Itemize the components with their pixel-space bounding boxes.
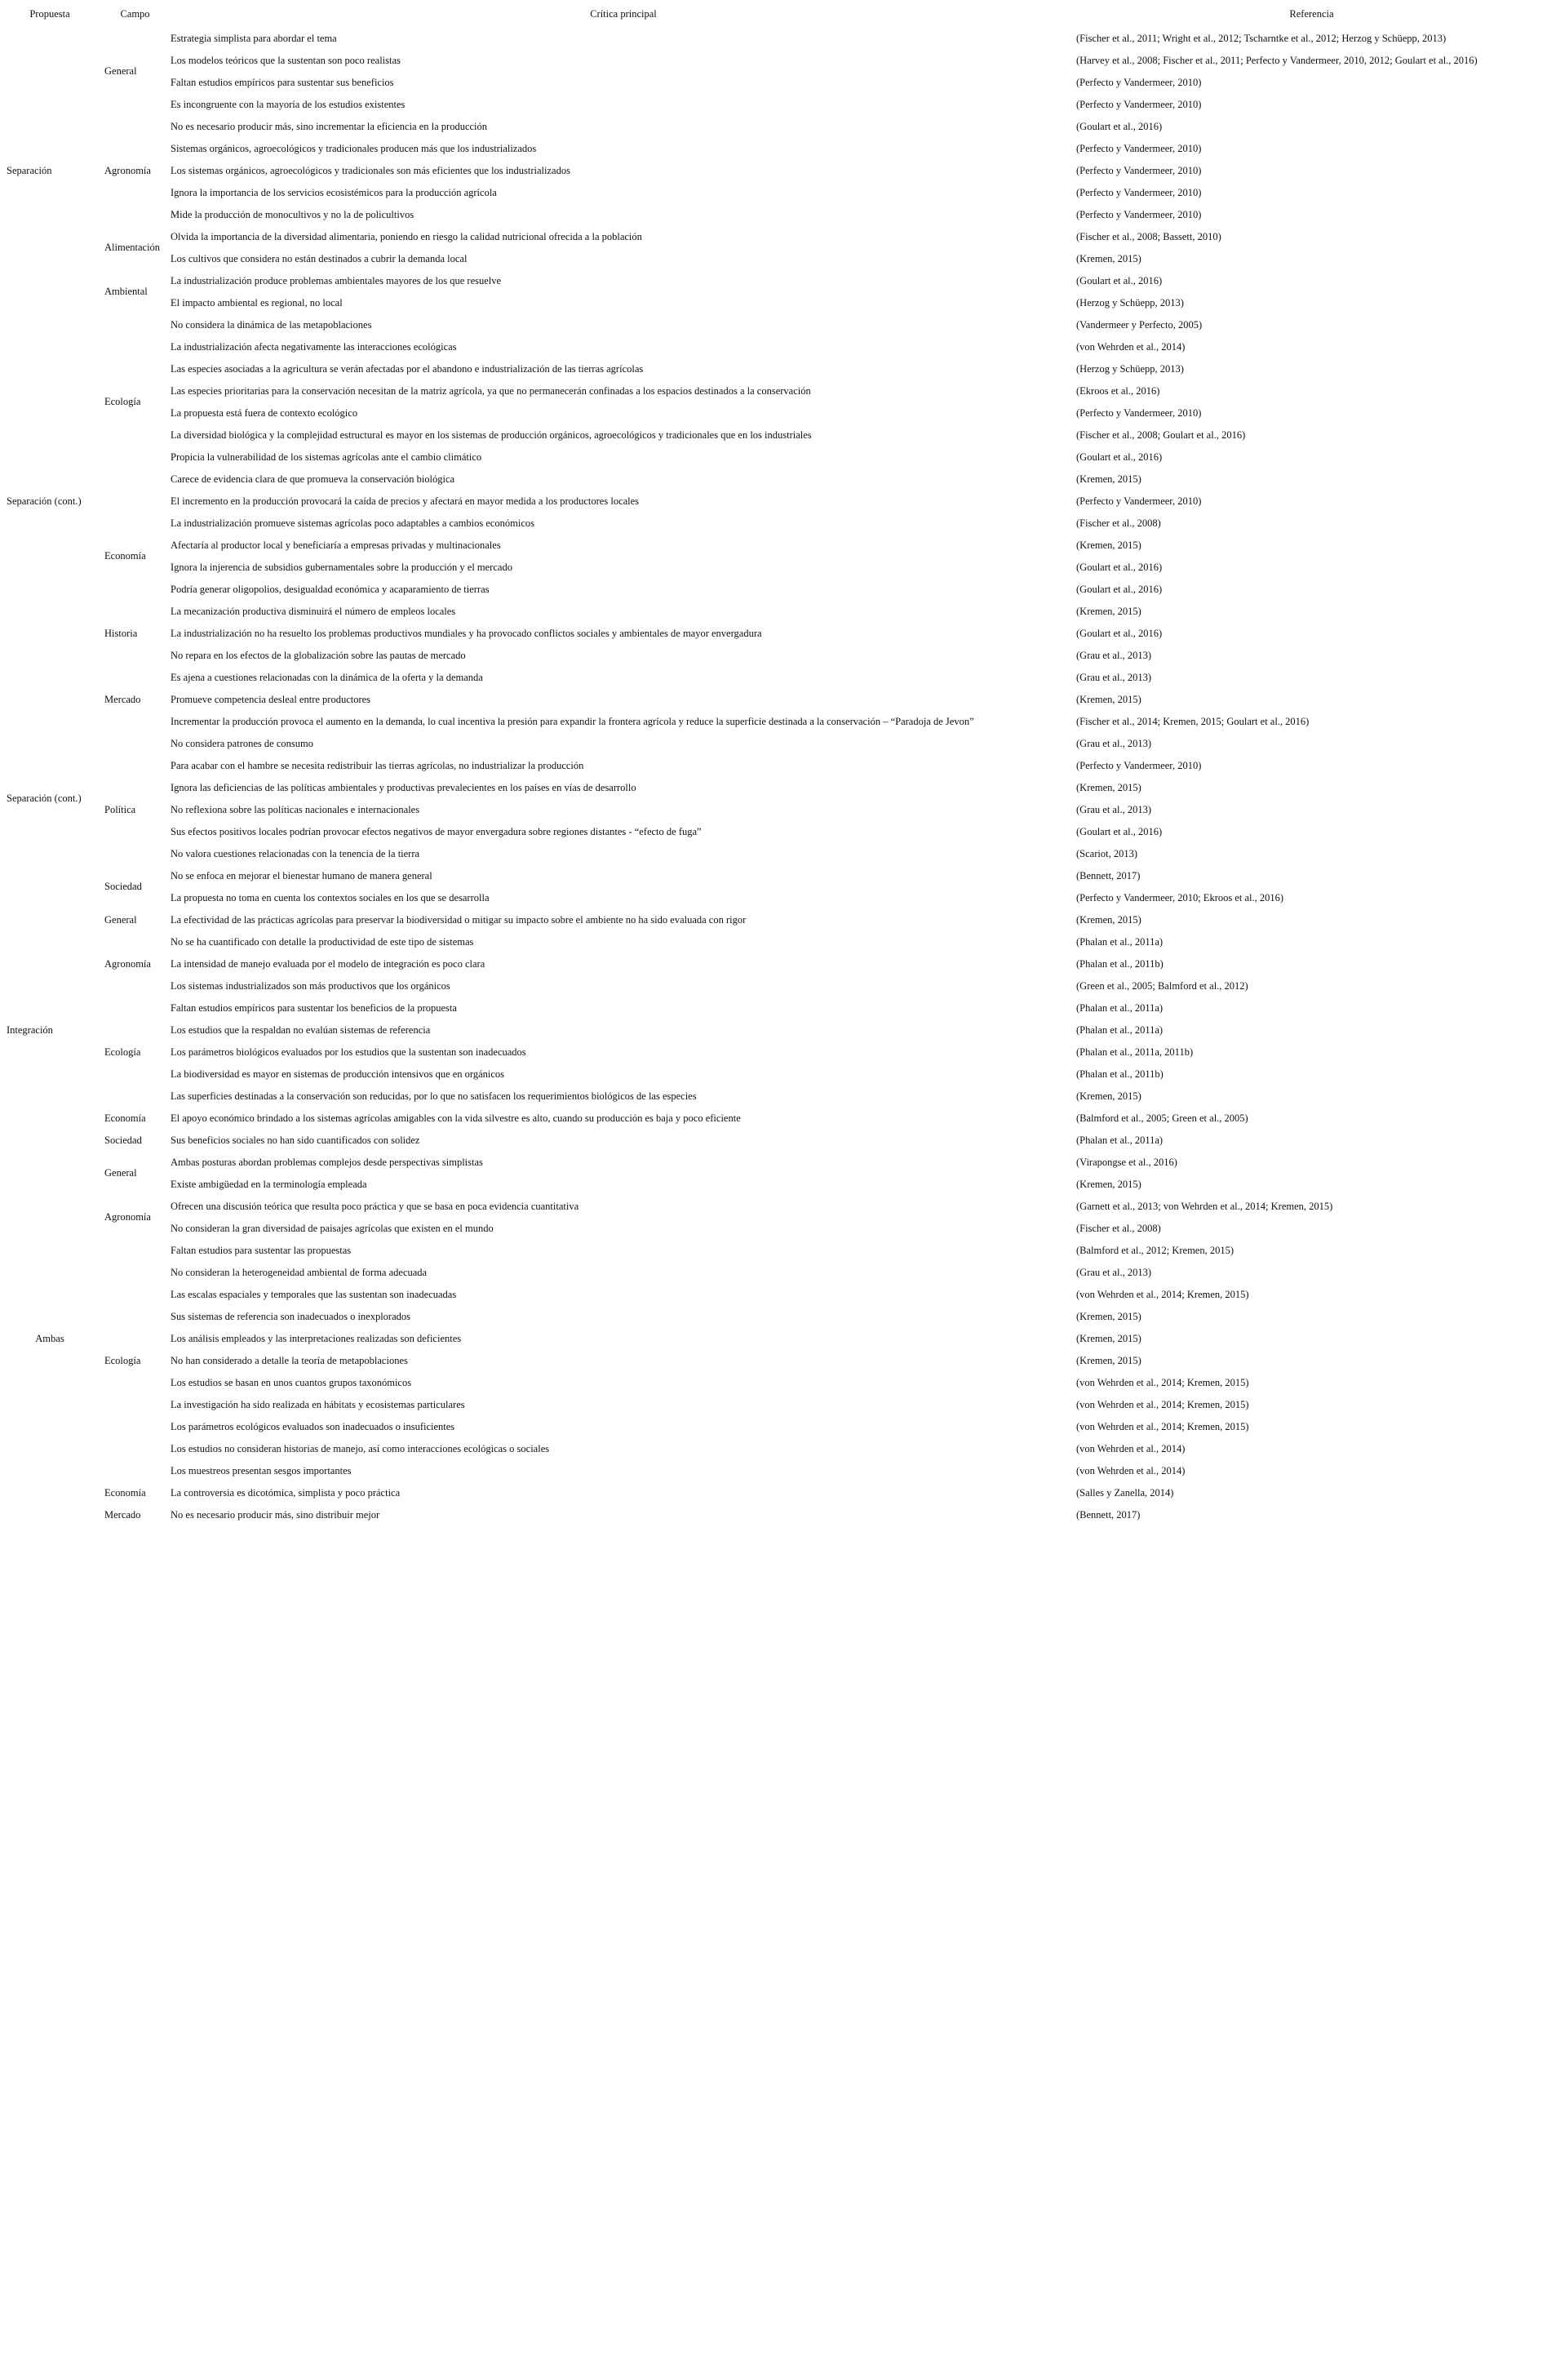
critica-cell: Los estudios que la respaldan no evalúan sistemas de referencia [171, 1023, 431, 1036]
table-row [0, 71, 1547, 93]
referencia-cell: (Phalan et al., 2011a) [1076, 1134, 1164, 1146]
critica-cell: Los sistemas industrializados son más productivos que los orgánicos [171, 979, 450, 992]
referencia-cell: (Kremen, 2015) [1076, 1332, 1141, 1344]
referencia-cell: (Perfecto y Vandermeer, 2010) [1076, 142, 1202, 154]
table-row [0, 975, 1547, 997]
critica-cell: La intensidad de manejo evaluada por el modelo de integración es poco clara [171, 957, 485, 970]
critica-cell: Estrategia simplista para abordar el tema [171, 32, 337, 44]
critica-cell: Ambas posturas abordan problemas complejos desde perspectivas simplistas [171, 1156, 483, 1168]
referencia-cell: (Grau et al., 2013) [1076, 737, 1151, 749]
critica-cell: La investigación ha sido realizada en hábitats y ecosistemas particulares [171, 1398, 465, 1410]
critica-cell: La biodiversidad es mayor en sistemas de producción intensivos que en orgánicos [171, 1068, 505, 1080]
referencia-cell: (Perfecto y Vandermeer, 2010) [1076, 759, 1202, 771]
referencia-cell: (Perfecto y Vandermeer, 2010) [1076, 186, 1202, 198]
critica-cell: La diversidad biológica y la complejidad estructural es mayor en los sistemas de producción orgánicos, agroecológicos y tradicionales que en los industriales [171, 428, 812, 441]
referencia-cell: (Ekroos et al., 2016) [1076, 384, 1160, 397]
table-row [0, 115, 1547, 137]
table-row [0, 1261, 1547, 1283]
table-row [0, 556, 1547, 578]
referencia-cell: (Salles y Zanella, 2014) [1076, 1486, 1174, 1499]
header-campo: Campo [120, 7, 150, 20]
critica-cell: La propuesta está fuera de contexto ecológico [171, 406, 358, 419]
table-row [0, 225, 1547, 247]
table-row [0, 754, 1547, 776]
critica-cell: No se ha cuantificado con detalle la productividad de este tipo de sistemas [171, 935, 474, 948]
table-row [0, 842, 1547, 864]
critica-cell: No consideran la gran diversidad de paisajes agrícolas que existen en el mundo [171, 1222, 494, 1234]
header-critica: Crítica principal [590, 7, 657, 20]
table-row [0, 1107, 1547, 1129]
referencia-cell: (Goulart et al., 2016) [1076, 274, 1163, 286]
referencia-cell: (Kremen, 2015) [1076, 781, 1141, 793]
table-row [0, 908, 1547, 930]
table-row [0, 1283, 1547, 1305]
table-row [0, 269, 1547, 291]
table-row [0, 820, 1547, 842]
critica-cell: La industrialización no ha resuelto los problemas productivos mundiales y ha provocado conflictos sociales y ambientales de mayor envergadura [171, 627, 762, 639]
referencia-cell: (Phalan et al., 2011a) [1076, 1001, 1164, 1014]
referencia-cell: (von Wehrden et al., 2014; Kremen, 2015) [1076, 1420, 1249, 1432]
table-row [0, 512, 1547, 534]
referencia-cell: (Perfecto y Vandermeer, 2010; Ekroos et al., 2016) [1076, 891, 1284, 904]
campo-cell: Ambiental [104, 286, 148, 297]
table-row [0, 600, 1547, 622]
critica-cell: Es incongruente con la mayoría de los estudios existentes [171, 98, 406, 110]
table-row [0, 1239, 1547, 1261]
referencia-cell: (Kremen, 2015) [1076, 605, 1141, 617]
referencia-cell: (Kremen, 2015) [1076, 693, 1141, 705]
referencia-cell: (Balmford et al., 2005; Green et al., 2005) [1076, 1112, 1248, 1124]
table-row [0, 1195, 1547, 1217]
referencia-cell: (Kremen, 2015) [1076, 252, 1141, 264]
referencia-cell: (Virapongse et al., 2016) [1076, 1156, 1177, 1168]
referencia-cell: (Fischer et al., 2011; Wright et al., 2012; Tscharntke et al., 2012; Herzog y Schüepp, 2013) [1076, 32, 1447, 44]
table-row [0, 468, 1547, 490]
referencia-cell: (von Wehrden et al., 2014) [1076, 340, 1186, 353]
critica-cell: El incremento en la producción provocará la caída de precios y afectará en mayor medida a los productores locales [171, 495, 640, 507]
referencia-cell: (Phalan et al., 2011a) [1076, 1023, 1164, 1036]
referencia-cell: (Fischer et al., 2014; Kremen, 2015; Goulart et al., 2016) [1076, 715, 1310, 727]
referencia-cell: (Harvey et al., 2008; Fischer et al., 2011; Perfecto y Vandermeer, 2010, 2012; Goulart et al., 2016) [1076, 54, 1478, 66]
referencia-cell: (Green et al., 2005; Balmford et al., 2012) [1076, 979, 1248, 992]
campo-cell: Ecología [104, 1046, 141, 1058]
campo-cell: Alimentación [104, 242, 161, 253]
campo-cell: General [104, 65, 137, 77]
table-row [0, 798, 1547, 820]
referencia-cell: (Goulart et al., 2016) [1076, 583, 1163, 595]
table-body [0, 27, 1547, 1525]
critica-cell: Olvida la importancia de la diversidad alimentaria, poniendo en riesgo la calidad nutricional ofrecida a la población [171, 230, 642, 242]
campo-cell: Economía [104, 550, 146, 562]
referencia-cell: (Fischer et al., 2008) [1076, 1222, 1161, 1234]
campo-cell: Política [104, 803, 136, 815]
table-row [0, 291, 1547, 313]
critica-cell: Faltan estudios empíricos para sustentar sus beneficios [171, 76, 394, 88]
critica-cell: Las escalas espaciales y temporales que las sustentan son inadecuadas [171, 1288, 457, 1300]
table-row [0, 1063, 1547, 1085]
table-row [0, 622, 1547, 644]
critica-cell: La industrialización promueve sistemas agrícolas poco adaptables a cambios económicos [171, 517, 535, 529]
critica-cell: Los análisis empleados y las interpretaciones realizadas son deficientes [171, 1332, 462, 1344]
referencia-cell: (Bennett, 2017) [1076, 869, 1141, 881]
referencia-cell: (von Wehrden et al., 2014; Kremen, 2015) [1076, 1398, 1249, 1410]
propuesta-cell: Integración [7, 1023, 53, 1036]
propuesta-cell: Separación (cont.) [7, 495, 82, 507]
critica-cell: Ignora la importancia de los servicios ecosistémicos para la producción agrícola [171, 186, 497, 198]
critica-cell: Los modelos teóricos que la sustentan son poco realistas [171, 54, 401, 66]
critica-cell: Incrementar la producción provoca el aumento en la demanda, lo cual incentiva la presión para expandir la frontera agrícola y reduce la superficie destinada a la conservación – “Paradoja de Jevon” [171, 715, 974, 727]
referencia-cell: (Phalan et al., 2011b) [1076, 957, 1164, 970]
table-row [0, 159, 1547, 181]
referencia-cell: (Perfecto y Vandermeer, 2010) [1076, 406, 1202, 419]
referencia-cell: (Goulart et al., 2016) [1076, 451, 1163, 463]
table-row [0, 1217, 1547, 1239]
referencia-cell: (Goulart et al., 2016) [1076, 561, 1163, 573]
table-row [0, 402, 1547, 424]
campo-cell: General [104, 1167, 137, 1179]
table-row [0, 644, 1547, 666]
table-row [0, 666, 1547, 688]
referencia-cell: (Perfecto y Vandermeer, 2010) [1076, 495, 1202, 507]
referencia-cell: (Perfecto y Vandermeer, 2010) [1076, 164, 1202, 176]
critica-cell: Sus efectos positivos locales podrían provocar efectos negativos de mayor envergadura sobre regiones distantes - “efecto de fuga” [171, 825, 702, 837]
table-row [0, 1393, 1547, 1415]
critica-cell: No consideran la heterogeneidad ambiental de forma adecuada [171, 1266, 428, 1278]
header-propuesta: Propuesta [29, 7, 70, 20]
critica-cell: No es necesario producir más, sino incrementar la eficiencia en la producción [171, 120, 488, 132]
referencia-cell: (Perfecto y Vandermeer, 2010) [1076, 76, 1202, 88]
referencia-cell: (Grau et al., 2013) [1076, 671, 1151, 683]
referencia-cell: (von Wehrden et al., 2014; Kremen, 2015) [1076, 1376, 1249, 1388]
table-row [0, 688, 1547, 710]
critica-cell: No considera la dinámica de las metapoblaciones [171, 318, 372, 331]
campo-cell: Historia [104, 627, 138, 639]
critica-cell: Los estudios no consideran historias de manejo, así como interacciones ecológicas o sociales [171, 1442, 550, 1454]
table-row [0, 1415, 1547, 1437]
table-row [0, 490, 1547, 512]
referencia-cell: (Grau et al., 2013) [1076, 1266, 1151, 1278]
table-row [0, 1129, 1547, 1151]
critica-cell: Mide la producción de monocultivos y no la de policultivos [171, 208, 414, 220]
table-row [0, 1085, 1547, 1107]
critica-cell: Faltan estudios empíricos para sustentar los beneficios de la propuesta [171, 1001, 457, 1014]
critica-cell: Sistemas orgánicos, agroecológicos y tradicionales producen más que los industrializados [171, 142, 537, 154]
referencia-cell: (Balmford et al., 2012; Kremen, 2015) [1076, 1244, 1234, 1256]
table-row [0, 1173, 1547, 1195]
header-row [0, 0, 1547, 27]
referencia-cell: (Kremen, 2015) [1076, 1310, 1141, 1322]
referencia-cell: (Kremen, 2015) [1076, 473, 1141, 485]
campo-cell: Mercado [104, 1508, 141, 1521]
table-row [0, 27, 1547, 49]
critica-cell: La controversia es dicotómica, simplista y poco práctica [171, 1486, 401, 1499]
critica-cell: No reflexiona sobre las políticas nacionales e internacionales [171, 803, 420, 815]
table-row [0, 710, 1547, 732]
campo-cell: Sociedad [104, 1134, 142, 1146]
campo-cell: Economía [104, 1486, 146, 1499]
critica-cell: No considera patrones de consumo [171, 737, 313, 749]
campo-cell: Economía [104, 1112, 146, 1124]
propuesta-cell: Separación [7, 164, 52, 176]
table-row [0, 534, 1547, 556]
critica-cell: Carece de evidencia clara de que promueva la conservación biológica [171, 473, 455, 485]
table-row [0, 446, 1547, 468]
referencia-cell: (Bennett, 2017) [1076, 1508, 1141, 1521]
referencia-cell: (Goulart et al., 2016) [1076, 825, 1163, 837]
table-row [0, 930, 1547, 952]
referencia-cell: (Kremen, 2015) [1076, 1090, 1141, 1102]
table-row [0, 335, 1547, 357]
propuesta-cell: Ambas [35, 1332, 64, 1344]
referencia-cell: (Fischer et al., 2008) [1076, 517, 1161, 529]
table-row [0, 357, 1547, 380]
table-row [0, 952, 1547, 975]
referencia-cell: (Grau et al., 2013) [1076, 649, 1151, 661]
table-row [0, 1437, 1547, 1459]
critica-cell: La industrialización produce problemas ambientales mayores de los que resuelve [171, 274, 502, 286]
critica-cell: No valora cuestiones relacionadas con la tenencia de la tierra [171, 847, 420, 859]
critica-cell: Para acabar con el hambre se necesita redistribuir las tierras agrícolas, no industrializar la producción [171, 759, 584, 771]
critica-cell: El impacto ambiental es regional, no local [171, 296, 343, 309]
table-row [0, 1371, 1547, 1393]
referencia-cell: (von Wehrden et al., 2014) [1076, 1442, 1186, 1454]
table-row [0, 247, 1547, 269]
table-row [0, 1041, 1547, 1063]
referencia-cell: (Kremen, 2015) [1076, 1354, 1141, 1366]
table-row [0, 1349, 1547, 1371]
critica-cell: La industrialización afecta negativamente las interacciones ecológicas [171, 340, 457, 353]
table-row [0, 1503, 1547, 1525]
table-row [0, 1459, 1547, 1481]
critica-cell: Los estudios se basan en unos cuantos grupos taxonómicos [171, 1376, 412, 1388]
table-row [0, 578, 1547, 600]
critica-cell: Los muestreos presentan sesgos importantes [171, 1464, 352, 1476]
header-referencia: Referencia [1289, 7, 1334, 20]
critica-cell: Sus beneficios sociales no han sido cuantificados con solidez [171, 1134, 420, 1146]
critica-cell: Podría generar oligopolios, desigualdad económica y acaparamiento de tierras [171, 583, 490, 595]
referencia-cell: (Kremen, 2015) [1076, 913, 1141, 926]
critica-cell: Ignora la injerencia de subsidios gubernamentales sobre la producción y el mercado [171, 561, 512, 573]
critica-cell: Los parámetros ecológicos evaluados son inadecuados o insuficientes [171, 1420, 455, 1432]
critica-cell: Los parámetros biológicos evaluados por los estudios que la sustentan son inadecuados [171, 1046, 526, 1058]
table-row [0, 181, 1547, 203]
referencia-cell: (Goulart et al., 2016) [1076, 627, 1163, 639]
critica-cell: Las especies prioritarias para la conservación necesitan de la matriz agrícola, ya que no permanecerán confinadas a los espacios destinados a la conservación [171, 384, 811, 397]
critica-cell: Los sistemas orgánicos, agroecológicos y tradicionales son más eficientes que los industrializados [171, 164, 570, 176]
referencia-cell: (von Wehrden et al., 2014) [1076, 1464, 1186, 1476]
table-row [0, 1151, 1547, 1173]
table-row [0, 424, 1547, 446]
critica-cell: Las especies asociadas a la agricultura se verán afectadas por el abandono e industrialización de las tierras agrícolas [171, 362, 644, 375]
referencia-cell: (Kremen, 2015) [1076, 539, 1141, 551]
referencia-cell: (Phalan et al., 2011b) [1076, 1068, 1164, 1080]
referencia-cell: (Goulart et al., 2016) [1076, 120, 1163, 132]
critica-cell: La propuesta no toma en cuenta los contextos sociales en los que se desarrolla [171, 891, 490, 904]
referencia-cell: (Perfecto y Vandermeer, 2010) [1076, 98, 1202, 110]
critica-cell: Afectaría al productor local y beneficiaría a empresas privadas y multinacionales [171, 539, 501, 551]
critica-cell: No repara en los efectos de la globalización sobre las pautas de mercado [171, 649, 466, 661]
campo-cell: Agronomía [104, 1211, 151, 1223]
campo-cell: General [104, 913, 137, 926]
referencia-cell: (Vandermeer y Perfecto, 2005) [1076, 318, 1203, 331]
critica-cell: No han considerado a detalle la teoría de metapoblaciones [171, 1354, 408, 1366]
table-row [0, 732, 1547, 754]
referencia-cell: (Herzog y Schüepp, 2013) [1076, 362, 1184, 375]
critica-cell: Sus sistemas de referencia son inadecuados o inexplorados [171, 1310, 411, 1322]
table-row [0, 203, 1547, 225]
critica-cell: Las superficies destinadas a la conservación son reducidas, por lo que no satisfacen los requerimientos biológicos de las especies [171, 1090, 697, 1102]
campo-cell: Agronomía [104, 957, 151, 970]
table-row [0, 93, 1547, 115]
critica-cell: Ofrecen una discusión teórica que resulta poco práctica y que se basa en poca evidencia cuantitativa [171, 1200, 579, 1212]
referencia-cell: (Phalan et al., 2011a, 2011b) [1076, 1046, 1194, 1058]
critica-cell: La mecanización productiva disminuirá el número de empleos locales [171, 605, 456, 617]
critica-cell: Existe ambigüedad en la terminología empleada [171, 1178, 367, 1190]
critica-cell: Es ajena a cuestiones relacionadas con la dinámica de la oferta y la demanda [171, 671, 483, 683]
referencia-cell: (Herzog y Schüepp, 2013) [1076, 296, 1184, 309]
campo-cell: Ecología [104, 1354, 141, 1366]
critica-cell: Promueve competencia desleal entre productores [171, 693, 371, 705]
table-row [0, 886, 1547, 908]
referencia-cell: (Kremen, 2015) [1076, 1178, 1141, 1190]
referencia-cell: (Perfecto y Vandermeer, 2010) [1076, 208, 1202, 220]
table-row [0, 49, 1547, 71]
referencia-cell: (von Wehrden et al., 2014; Kremen, 2015) [1076, 1288, 1249, 1300]
table-row [0, 776, 1547, 798]
referencia-cell: (Fischer et al., 2008; Bassett, 2010) [1076, 230, 1221, 242]
critica-cell: No se enfoca en mejorar el bienestar humano de manera general [171, 869, 432, 881]
table-row [0, 1019, 1547, 1041]
table-row [0, 1305, 1547, 1327]
table-row [0, 380, 1547, 402]
table-row [0, 1481, 1547, 1503]
critica-cell: El apoyo económico brindado a los sistemas agrícolas amigables con la vida silvestre es alto, cuando su producción es baja y poco eficiente [171, 1112, 741, 1124]
table-row [0, 137, 1547, 159]
referencia-cell: (Phalan et al., 2011a) [1076, 935, 1164, 948]
referencia-cell: (Scariot, 2013) [1076, 847, 1137, 859]
table-row [0, 313, 1547, 335]
campo-cell: Agronomía [104, 164, 151, 176]
table-row [0, 997, 1547, 1019]
critica-cell: Los cultivos que considera no están destinados a cubrir la demanda local [171, 252, 468, 264]
table-row [0, 864, 1547, 886]
critica-cell: Faltan estudios para sustentar las propuestas [171, 1244, 352, 1256]
table-row [0, 1327, 1547, 1349]
referencia-cell: (Fischer et al., 2008; Goulart et al., 2016) [1076, 428, 1246, 441]
critica-cell: No es necesario producir más, sino distribuir mejor [171, 1508, 380, 1521]
referencia-cell: (Grau et al., 2013) [1076, 803, 1151, 815]
referencia-cell: (Garnett et al., 2013; von Wehrden et al., 2014; Kremen, 2015) [1076, 1200, 1333, 1212]
critica-cell: Propicia la vulnerabilidad de los sistemas agrícolas ante el cambio climático [171, 451, 482, 463]
campo-cell: Ecología [104, 396, 141, 407]
campo-cell: Mercado [104, 693, 141, 705]
propuesta-cell: Separación (cont.) [7, 793, 82, 804]
critica-cell: La efectividad de las prácticas agrícolas para preservar la biodiversidad o mitigar su impacto sobre el ambiente no ha sido evaluada con rigor [171, 913, 747, 926]
campo-cell: Sociedad [104, 881, 142, 892]
critica-cell: Ignora las deficiencias de las políticas ambientales y productivas prevalecientes en los países en vías de desarrollo [171, 781, 636, 793]
